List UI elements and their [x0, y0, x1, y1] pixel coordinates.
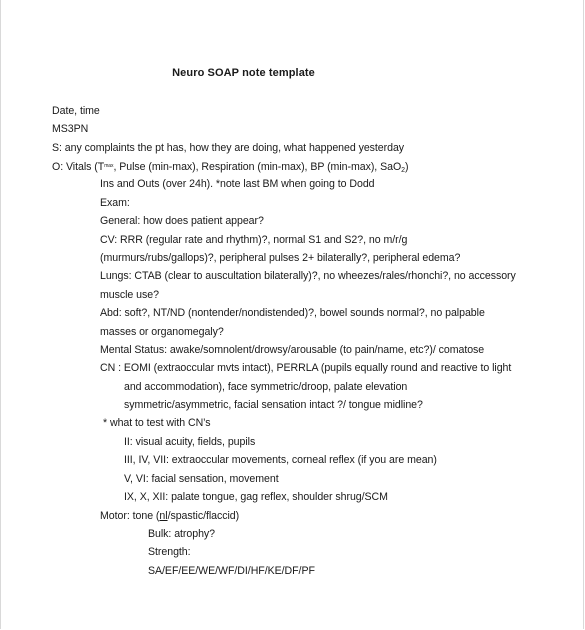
motor-line — [100, 509, 239, 523]
sao2-subscript: 2 — [401, 167, 405, 174]
ins-outs-line: Ins and Outs (over 24h). *note last BM when going to Dodd — [100, 178, 375, 190]
abd-line-2: masses or organomegaly? — [100, 326, 224, 338]
cn-item-9-12: IX, X, XII: palate tongue, gag reflex, shoulder shrug/SCM — [124, 491, 388, 503]
vitals-close: ) — [404, 161, 409, 173]
cv-line-1: CV: RRR (regular rate and rhythm)?, normal S1 and S2?, no m/r/g — [100, 234, 408, 246]
cn-line-3: symmetric/asymmetric, facial sensation intact ?/ tongue midline? — [124, 399, 423, 411]
vitals-measures: , Pulse (min-max), Respiration (min-max), BP (min-max), SaO — [113, 161, 402, 173]
subjective-line: S: any complaints the pt has, how they are doing, what happened yesterday — [52, 142, 405, 154]
abd-line-1: Abd: soft?, NT/ND (nontender/nondistended)?, bowel sounds normal?, no palpable — [100, 307, 485, 319]
cn-item-5-7: V, VI: facial sensation, movement — [124, 473, 279, 485]
mental-status-line: Mental Status: awake/somnolent/drowsy/arousable (to pain/name, etc?)/ comatose — [100, 344, 485, 356]
lungs-line-2: muscle use? — [100, 289, 159, 301]
cn-line-2: and accommodation), face symmetric/droop, palate elevation — [124, 381, 408, 393]
vitals-line — [52, 159, 408, 178]
document-title: Neuro SOAP note template — [172, 67, 315, 79]
vitals-prefix: O: Vitals (T — [52, 161, 105, 173]
cn-test-header: * what to test with CN’s — [103, 417, 211, 429]
cn-line-1: CN : EOMI (extraoccular mvts intact), PERRLA (pupils equally round and reactive to light — [100, 362, 512, 374]
cv-line-2: (murmurs/rubs/gallops)?, peripheral pulses 2+ bilaterally?, peripheral edema? — [100, 252, 461, 264]
tmax-superscript: max — [104, 163, 114, 169]
date-time-line: Date, time — [52, 105, 100, 117]
cn-item-2: II: visual acuity, fields, pupils — [124, 436, 256, 448]
exam-line: Exam: — [100, 197, 130, 209]
motor-prefix: Motor: tone ( — [100, 510, 160, 522]
strength-line: Strength: — [148, 546, 191, 558]
motor-suffix: /spastic/flaccid) — [167, 510, 240, 522]
general-line: General: how does patient appear? — [100, 215, 264, 227]
muscle-groups-line: SA/EF/EE/WE/WF/DI/HF/KE/DF/PF — [148, 565, 315, 577]
bulk-line: Bulk: atrophy? — [148, 528, 216, 540]
motor-nl: nl — [159, 510, 168, 522]
lungs-line-1: Lungs: CTAB (clear to auscultation bilaterally)?, no wheezes/rales/rhonchi?, no accessory — [100, 270, 516, 282]
cn-item-3-4-6: III, IV, VII: extraoccular movements, corneal reflex (if you are mean) — [124, 454, 437, 466]
ms3pn-line: MS3PN — [52, 123, 89, 135]
